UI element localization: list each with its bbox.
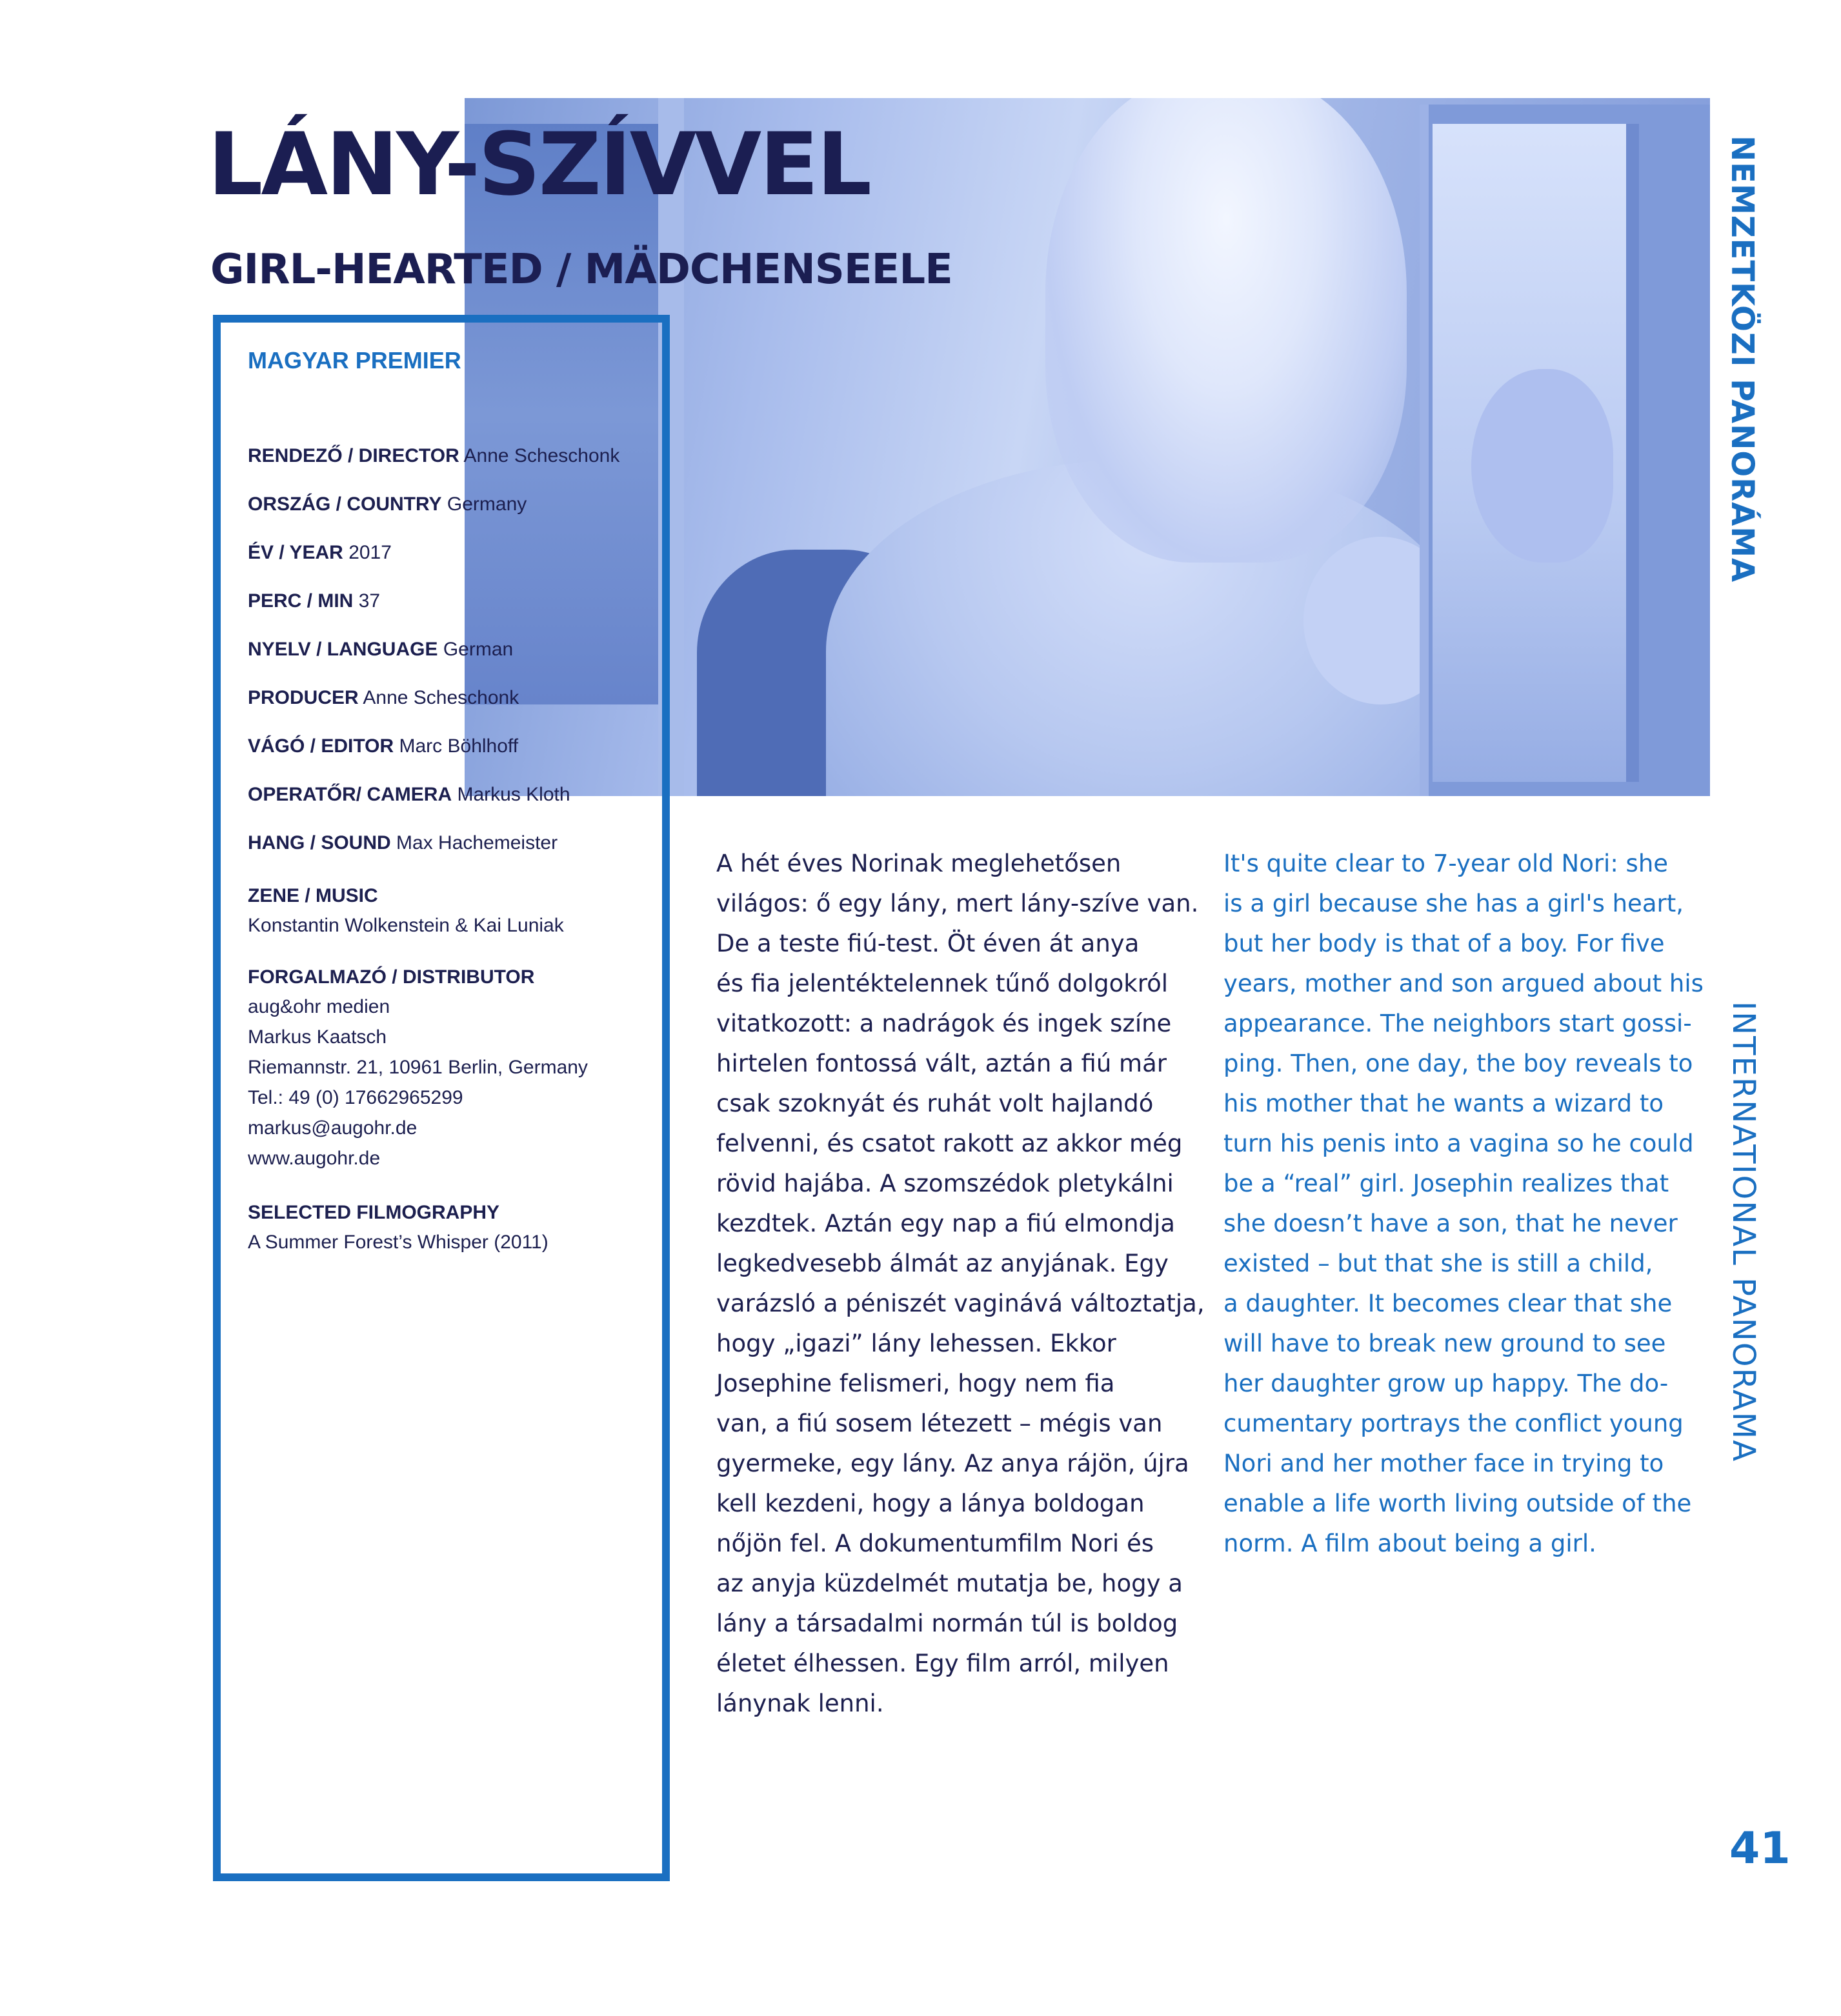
synopsis-line: varázsló a péniszét vaginává változtatja, xyxy=(716,1290,1205,1317)
credit-value: A Summer Forest’s Whisper (2011) xyxy=(248,1232,548,1253)
synopsis-line: will have to break new ground to see xyxy=(1223,1330,1666,1357)
distributor-line: Riemannstr. 21, 10961 Berlin, Germany xyxy=(248,1057,588,1078)
synopsis-line: gyermeke, egy lány. Az anya rájön, újra xyxy=(716,1450,1189,1477)
synopsis-line: but her body is that of a boy. For five xyxy=(1223,930,1665,957)
credit-camera xyxy=(248,784,654,832)
synopsis-line: Nori and her mother face in trying to xyxy=(1223,1450,1664,1477)
credit-label: HANG / SOUND xyxy=(248,832,391,853)
synopsis-line: be a “real” girl. Josephin realizes that xyxy=(1223,1170,1669,1197)
synopsis-line: nőjön fel. A dokumentumfilm Nori és xyxy=(716,1530,1154,1557)
synopsis-english xyxy=(1223,844,1704,1564)
credit-label: RENDEZŐ / DIRECTOR xyxy=(248,445,459,466)
credit-value: Marc Böhlhoff xyxy=(399,735,519,757)
synopsis-line: existed – but that she is still a child, xyxy=(1223,1250,1653,1277)
synopsis-line: ping. Then, one day, the boy reveals to xyxy=(1223,1050,1693,1077)
film-title: LÁNY-SZÍVVEL xyxy=(208,114,870,215)
synopsis-line: felvenni, és csatot rakott az akkor még xyxy=(716,1130,1183,1157)
synopsis-line: her daughter grow up happy. The do- xyxy=(1223,1370,1669,1397)
credit-label: PERC / MIN xyxy=(248,590,354,612)
synopsis-line: legkedvesebb álmát az anyjának. Egy xyxy=(716,1250,1169,1277)
synopsis-line: a daughter. It becomes clear that she xyxy=(1223,1290,1673,1317)
credits-list xyxy=(248,445,654,1257)
credit-label: VÁGÓ / EDITOR xyxy=(248,735,394,757)
synopsis-line: years, mother and son argued about his xyxy=(1223,970,1704,997)
premier-badge: MAGYAR PREMIER xyxy=(248,347,461,374)
synopsis-line: vitatkozott: a nadrágok és ingek színe xyxy=(716,1010,1172,1037)
synopsis-line: rövid hajába. A szomszédok pletykálni xyxy=(716,1170,1174,1197)
synopsis-line: csak szoknyát és ruhát volt hajlandó xyxy=(716,1090,1154,1117)
credit-producer xyxy=(248,687,654,735)
credit-label: ÉV / YEAR xyxy=(248,542,343,563)
synopsis-line: az anyja küzdelmét mutatja be, hogy a xyxy=(716,1570,1183,1597)
synopsis-line: De a teste fiú-test. Öt éven át anya xyxy=(716,930,1140,957)
credit-music xyxy=(248,882,654,962)
distributor-website[interactable]: www.augohr.de xyxy=(248,1148,381,1169)
credit-label: FORGALMAZÓ / DISTRIBUTOR xyxy=(248,966,535,988)
synopsis-line: életet élhessen. Egy film arról, milyen xyxy=(716,1650,1169,1677)
synopsis-line: turn his penis into a vagina so he could xyxy=(1223,1130,1694,1157)
distributor-email[interactable]: markus@augohr.de xyxy=(248,1117,417,1139)
distributor-line: Markus Kaatsch xyxy=(248,1026,387,1048)
credit-value: 2017 xyxy=(348,542,392,563)
synopsis-line: norm. A film about being a girl. xyxy=(1223,1530,1596,1557)
synopsis-line: lánynak lenni. xyxy=(716,1690,884,1717)
synopsis-line: cumentary portrays the conflict young xyxy=(1223,1410,1684,1437)
synopsis-line: she doesn’t have a son, that he never xyxy=(1223,1210,1678,1237)
credit-language xyxy=(248,639,654,687)
credit-editor xyxy=(248,735,654,784)
distributor-line: aug&ohr medien xyxy=(248,996,390,1017)
photo-girl-hair xyxy=(1045,98,1407,563)
page-number: 41 xyxy=(1729,1823,1791,1874)
synopsis-line: Josephine felismeri, hogy nem fia xyxy=(716,1370,1115,1397)
credit-distributor xyxy=(248,963,654,1197)
credit-value: Anne Scheschonk xyxy=(463,445,620,466)
synopsis-line: kell kezdeni, hogy a lánya boldogan xyxy=(716,1490,1145,1517)
credit-value: German xyxy=(443,639,514,660)
synopsis-line: hogy „igazi” lány lehessen. Ekkor xyxy=(716,1330,1116,1357)
synopsis-line: lány a társadalmi normán túl is boldog xyxy=(716,1610,1178,1637)
synopsis-line: hirtelen fontossá vált, aztán a fiú már xyxy=(716,1050,1167,1077)
credit-label: OPERATŐR/ CAMERA xyxy=(248,784,452,805)
credit-value: Germany xyxy=(447,494,527,515)
credit-value: Konstantin Wolkenstein & Kai Luniak xyxy=(248,915,564,936)
credit-value: Anne Scheschonk xyxy=(363,687,519,708)
credit-director xyxy=(248,445,654,494)
credit-value: 37 xyxy=(358,590,381,612)
distributor-line: Tel.: 49 (0) 17662965299 xyxy=(248,1087,463,1108)
synopsis-line: és fia jelentéktelennek tűnő dolgokról xyxy=(716,970,1169,997)
credit-minutes xyxy=(248,590,654,639)
synopsis-line: világos: ő egy lány, mert lány-szíve van. xyxy=(716,890,1199,917)
synopsis-line: A hét éves Norinak meglehetősen xyxy=(716,850,1122,877)
synopsis-line: kezdtek. Aztán egy nap a fiú elmondja xyxy=(716,1210,1175,1237)
synopsis-line: his mother that he wants a wizard to xyxy=(1223,1090,1664,1117)
synopsis-hungarian xyxy=(716,844,1205,1724)
synopsis-line: appearance. The neighbors start gossi- xyxy=(1223,1010,1692,1037)
synopsis-line: van, a fiú sosem létezett – mégis van xyxy=(716,1410,1163,1437)
synopsis-line: enable a life worth living outside of the xyxy=(1223,1490,1692,1517)
section-label-hungarian: NEMZETKÖZI PANORÁMA xyxy=(1724,135,1760,583)
section-label-english: INTERNATIONAL PANORAMA xyxy=(1725,1001,1762,1462)
credit-year xyxy=(248,542,654,590)
photo-mirror-reflection xyxy=(1471,369,1613,563)
credit-label: ORSZÁG / COUNTRY xyxy=(248,494,442,515)
credit-sound xyxy=(248,832,654,881)
synopsis-line: is a girl because she has a girl's heart, xyxy=(1223,890,1684,917)
credit-label: SELECTED FILMOGRAPHY xyxy=(248,1202,500,1223)
credit-label: NYELV / LANGUAGE xyxy=(248,639,438,660)
credit-label: ZENE / MUSIC xyxy=(248,885,378,906)
credit-label: PRODUCER xyxy=(248,687,359,708)
credit-value: Markus Kloth xyxy=(457,784,570,805)
credit-value: Max Hachemeister xyxy=(396,832,558,853)
credit-country xyxy=(248,494,654,542)
synopsis-line: It's quite clear to 7-year old Nori: she xyxy=(1223,850,1669,877)
credit-filmography xyxy=(248,1199,654,1257)
film-subtitle: GIRL-HEARTED / MÄDCHENSEELE xyxy=(210,246,952,294)
